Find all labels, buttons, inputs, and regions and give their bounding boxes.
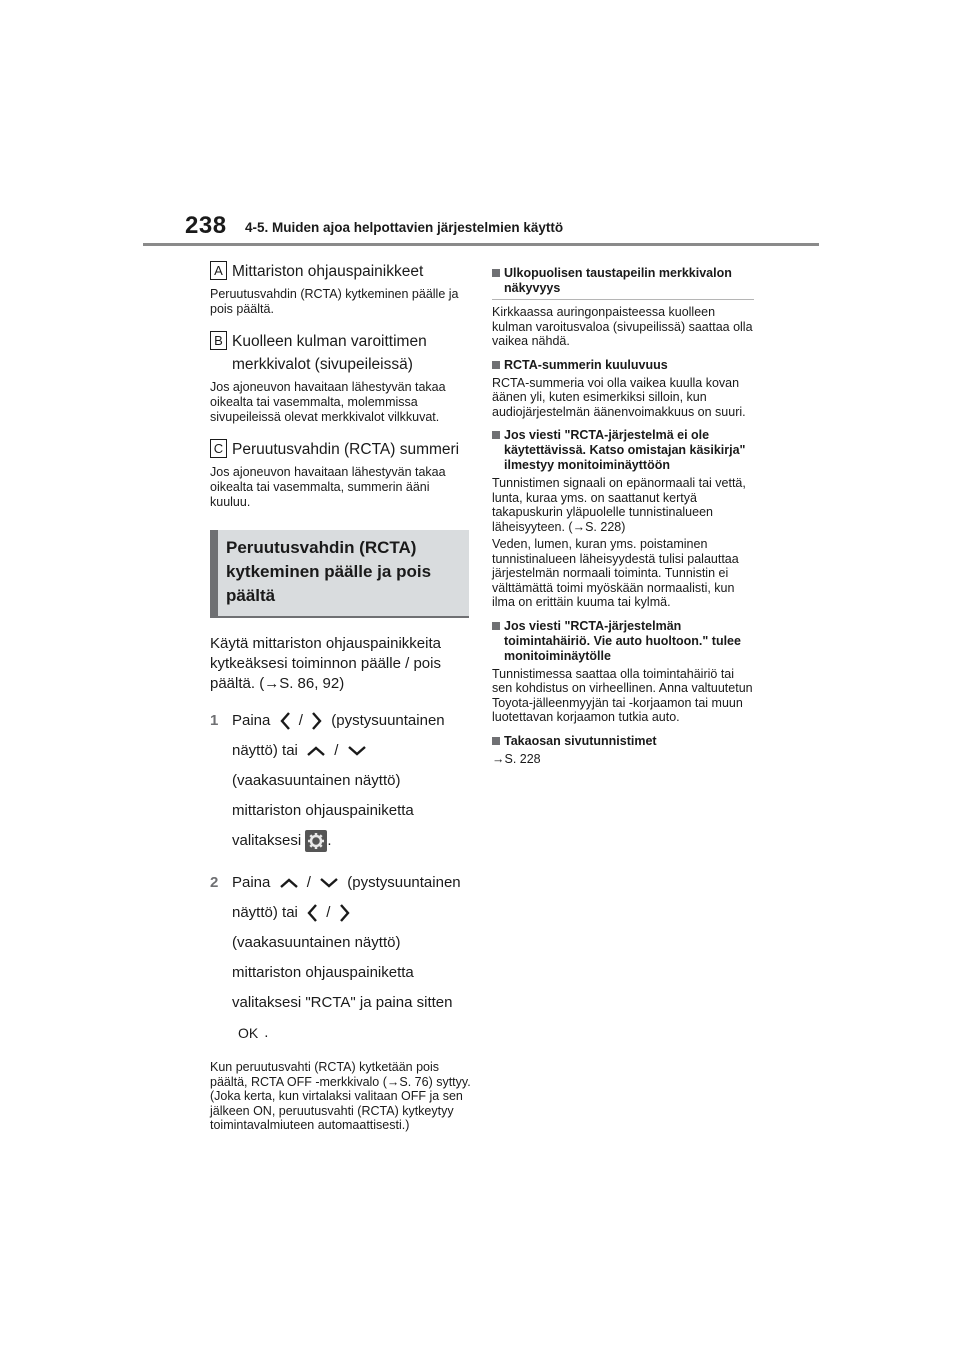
callout-letter: B [210,331,227,350]
step-text: (pystysuuntainen näyttö) tai [232,874,461,921]
step-text: Paina [232,712,271,729]
info-heading [492,619,754,664]
info-text: Veden, lumen, kuran yms. poistaminen tunnistinalueen läheisyydestä tulisi palauttaa järjestelmän normaali toiminta. Tunnistin ei välttämättä toimi myöskään normaalisti, kun ilma on erittäin kuuma tai kylmä. [492,537,739,609]
square-bullet-icon [492,737,500,745]
section-title: Peruutusvahdin (RCTA) kytkeminen päälle ja pois päältä [210,530,469,618]
step-text: (pystysuuntainen näyttö) tai [232,712,445,759]
callout-desc: Jos ajoneuvon havaitaan lähestyvän takaa oikealta tai vasemmalta, summerin ääni kuuluu. [210,465,446,509]
step-text: (vaakasuuntainen näyttö) mittariston ohjauspainiketta valitaksesi [232,772,414,849]
info-heading [492,428,754,473]
callout-title: Peruutusvahdin (RCTA) summeri [232,441,460,458]
note-text: Kun peruutusvahti (RCTA) kytketään pois päältä, RCTA OFF -merkkivalo (→S. 76) syttyy. (Joka kerta, kun virtalaksi valitaan OFF ja sen jälkeen ON, peruutusvahti (RCTA) kytkeytyy toimintavalmiuteen automaattisesti.) [210,1060,471,1133]
right-column [492,266,754,775]
page-number: 238 [185,212,227,239]
step-text: . [327,832,332,849]
step-text: . [264,1024,269,1041]
square-bullet-icon [492,431,500,439]
ok-button-symbol: OK [238,1025,259,1042]
square-bullet-icon [492,622,500,630]
info-heading-text: RCTA-summerin kuuluvuus [504,357,668,372]
info-heading-text: Jos viesti "RCTA-järjestelmä ei ole käytettävissä. Katso omistajan käsikirja" ilmestyy monitoiminäyttöön [504,428,746,472]
step-number: 1 [210,712,219,729]
step-text: / [306,874,311,891]
callout-title: Mittariston ohjauspainikkeet [232,263,424,280]
info-text: →S. 228 [492,751,541,766]
callout-title-line: merkkivalot (sivupeileissä) [232,356,413,373]
info-text: Kirkkaassa auringonpaisteessa kuolleen kulman varoitusvaloa (sivupeilissä) saattaa olla vaikea nähdä. [492,305,753,348]
step-text: Paina [232,874,271,891]
chapter-title: 4-5. Muiden ajoa helpottavien järjestelmien käyttö [245,220,564,235]
info-heading-text: Takaosan sivutunnistimet [504,733,657,748]
chevron-right-icon [339,903,351,923]
chevron-left-icon [279,711,291,731]
callout-desc: Jos ajoneuvon havaitaan lähestyvän takaa oikealta tai vasemmalta, molemmissa sivupeileissä olevat merkkivalot vilkkuvat. [210,380,446,424]
chevron-down-icon [347,745,367,757]
chevron-left-icon [306,903,318,923]
chevron-down-icon [319,877,339,889]
step-number: 2 [210,874,219,891]
left-column [210,260,472,1133]
chevron-right-icon [311,711,323,731]
info-heading [492,266,754,296]
step-text: / [298,712,303,729]
section-intro: Käytä mittariston ohjauspainikkeita kytkeäksesi toiminnon päälle / pois päältä. (→S. 86, 92) [210,635,441,692]
callout-letter: A [210,261,227,280]
callout-c [210,438,472,461]
step-body [232,868,472,1048]
info-text: Tunnistimessa saattaa olla toimintahäiriö tai sen kohdistus on virheellinen. Anna valtuutetun Toyota-jälleenmyyjän tai -korjaamon tai muun luotettavan korjaamon tutkia auto. [492,666,753,724]
callout-title [232,330,427,376]
callout-b [210,330,472,376]
square-bullet-icon [492,269,500,277]
callout-letter: C [210,439,227,458]
step-1 [210,706,472,856]
info-heading [492,358,754,373]
info-heading-text: Ulkopuolisen taustapeilin merkkivalon näkyvyys [504,266,732,295]
header-rule [143,243,819,246]
info-text: Tunnistimen signaali on epänormaali tai vettä, lunta, kuraa yms. on saattanut kertyä takapuskurin yläpuolelle tunnistinalueen läheisyyteen. (→S. 228) [492,476,746,534]
callout-a [210,260,472,283]
info-heading-text: Jos viesti "RCTA-järjestelmän toimintahäiriö. Vie auto huoltoon." tulee monitoiminäytölle [504,618,741,663]
square-bullet-icon [492,361,500,369]
chevron-up-icon [306,745,326,757]
step-text: / [326,904,331,921]
step-text: (vaakasuuntainen näyttö) mittariston ohjauspainiketta valitaksesi "RCTA" ja paina sitten [232,934,453,1011]
callout-desc: Peruutusvahdin (RCTA) kytkeminen päälle ja pois päältä. [210,287,459,316]
callout-title-line: Kuolleen kulman varoittimen [232,333,427,350]
chevron-up-icon [279,877,299,889]
gear-icon [305,830,327,852]
step-text: / [334,742,339,759]
info-text: RCTA-summeria voi olla vaikea kuulla kovan äänen yli, kuten esimerkiksi silloin, kun audiojärjestelmän äänenvoimakkuus on suuri. [492,375,746,419]
info-heading [492,734,754,749]
step-2 [210,868,472,1048]
heading-rule [492,299,754,300]
step-body [232,706,472,856]
